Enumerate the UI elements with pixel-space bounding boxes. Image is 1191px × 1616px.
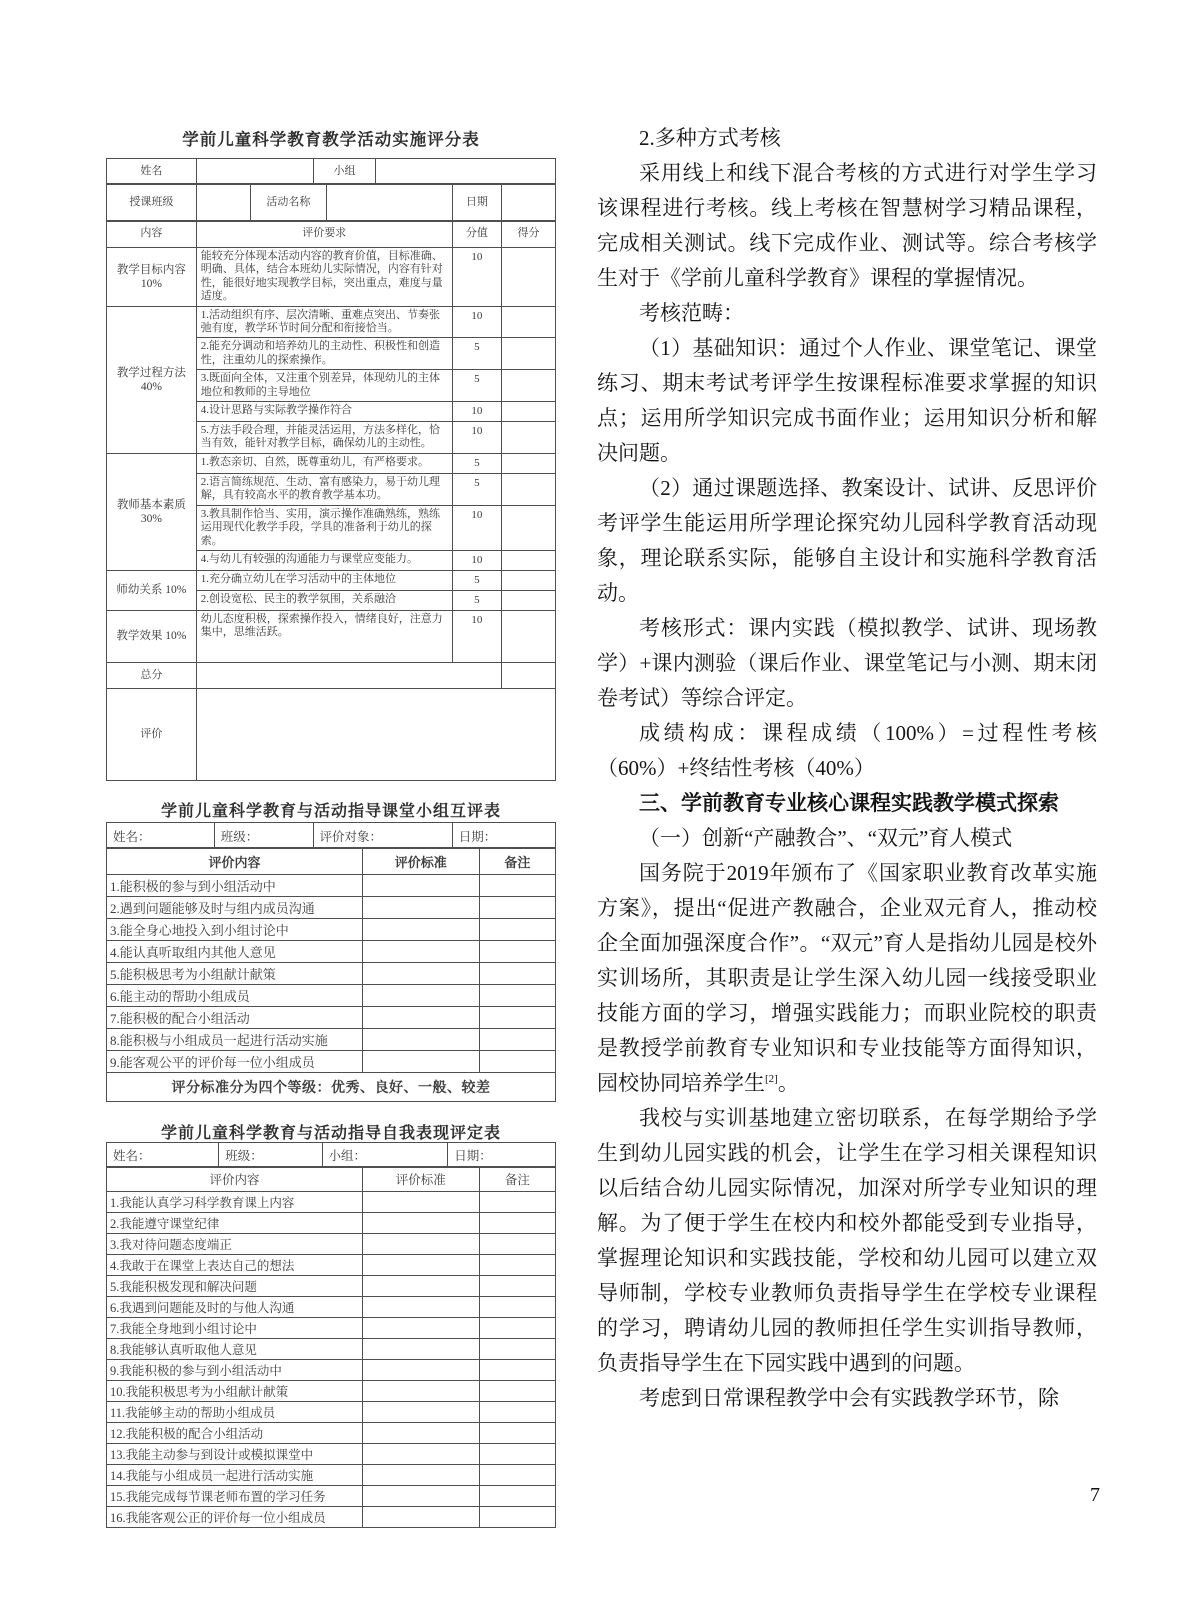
remark-blank-cell — [479, 941, 555, 963]
criterion-text: 1.教态亲切、自然，既尊重幼儿，有严格要求。 — [196, 453, 452, 473]
col-gain: 得分 — [502, 221, 556, 248]
col-score: 分值 — [452, 221, 501, 248]
paragraph: （2）通过课题选择、教案设计、试讲、反思评价考评学生能运用所学理论探究幼儿园科学教育活动现象，理论联系实际，能够自主设计和实施科学教育活动。 — [597, 476, 1097, 605]
standard-blank-cell — [362, 1381, 479, 1402]
activity-label: 活动名称 — [250, 184, 326, 222]
self-row-text: 10.我能积极思考为小组献计献策 — [107, 1381, 363, 1402]
citation-ref: [2] — [765, 1073, 778, 1085]
group-label-goal: 教学目标内容 10% — [107, 248, 197, 307]
col-requirement: 评价要求 — [196, 221, 452, 248]
paragraph: 考核形式：课内实践（模拟教学、试讲、现场教学）+课内测验（课后作业、课堂笔记与小测、期末闭卷考试）等综合评定。 — [597, 616, 1097, 710]
remark-blank-cell — [479, 1507, 555, 1528]
grading-scale-note: 评分标准分为四个等级：优秀、良好、一般、较差 — [107, 1073, 556, 1102]
paragraph: 我校与实训基地建立密切联系，在每学期给予学生到幼儿园实践的机会，让学生在学习相关课程知识以后结合幼儿园实际情况，加深对所学专业知识的理解。为了便于学生在校内和校外都能受到专业指导，掌握理论知识和实践技能，学校和幼儿园可以建立双导师制，学校专业教师负责指导学生在学校专业课程的学习，聘请幼儿园的教师担任学生实训指导教师，负责指导学生在下园实践中遇到的问题。 — [597, 1106, 1097, 1375]
class-blank-cell — [196, 184, 250, 222]
standard-blank-cell — [362, 1051, 479, 1073]
gain-blank-cell — [502, 505, 556, 550]
criterion-score: 5 — [452, 453, 501, 473]
criterion-score: 10 — [452, 248, 501, 307]
group-label: 小组： — [322, 1143, 448, 1168]
peer-row-text: 8.能积极与小组成员一起进行活动实施 — [107, 1029, 363, 1051]
remark-blank-cell — [479, 1029, 555, 1051]
paragraph: （1）基础知识：通过个人作业、课堂笔记、课堂练习、期末考试考评学生按课程标准要求掌握的知识点；运用所学知识完成书面作业；运用知识分析和解决问题。 — [597, 336, 1097, 465]
group-label: 小组 — [313, 159, 376, 185]
score-table-info-row2 — [106, 183, 556, 222]
peer-row-text: 1.能积极的参与到小组活动中 — [107, 875, 363, 897]
remark-blank-cell — [479, 1444, 555, 1465]
page-number: 7 — [1090, 1484, 1100, 1506]
col-content: 评价内容 — [107, 1167, 363, 1192]
criterion-score: 10 — [452, 505, 501, 550]
remark-blank-cell — [479, 1276, 555, 1297]
standard-blank-cell — [362, 1318, 479, 1339]
self-row-text: 2.我能遵守课堂纪律 — [107, 1213, 363, 1234]
remark-blank-cell — [479, 985, 555, 1007]
gain-blank-cell — [502, 550, 556, 570]
paragraph: 考虑到日常课程教学中会有实践教学环节，除 — [639, 1386, 1059, 1410]
remark-blank-cell — [479, 875, 555, 897]
criterion-score: 10 — [452, 422, 501, 454]
remark-blank-cell — [479, 963, 555, 985]
group-blank-cell — [376, 159, 556, 185]
self-row-text: 11.我能够主动的帮助小组成员 — [107, 1402, 363, 1423]
remark-blank-cell — [479, 1255, 555, 1276]
criterion-score: 10 — [452, 402, 501, 422]
target-label: 评价对象： — [313, 823, 452, 849]
peer-row-text: 4.能认真听取组内其他人意见 — [107, 941, 363, 963]
criterion-score: 10 — [452, 610, 501, 662]
criterion-text: 2.创设宽松、民主的教学氛围，关系融洽 — [196, 590, 452, 610]
date-label: 日期： — [448, 1143, 556, 1168]
standard-blank-cell — [362, 1360, 479, 1381]
date-blank-cell — [502, 184, 556, 222]
paragraph: 成绩构成：课程成绩（100%）=过程性考核（60%）+终结性考核（40%） — [597, 721, 1097, 780]
criterion-text: 4.与幼儿有较强的沟通能力与课堂应变能力。 — [196, 550, 452, 570]
self-row-text: 8.我能够认真听取他人意见 — [107, 1339, 363, 1360]
remark-blank-cell — [479, 1051, 555, 1073]
standard-blank-cell — [362, 985, 479, 1007]
remark-blank-cell — [479, 1339, 555, 1360]
table2-title: 学前儿童科学教育与活动指导课堂小组互评表 — [160, 803, 501, 820]
name-label: 姓名 — [107, 159, 197, 185]
standard-blank-cell — [362, 1213, 479, 1234]
self-row-text: 1.我能认真学习科学教育课上内容 — [107, 1192, 363, 1213]
standard-blank-cell — [362, 1423, 479, 1444]
standard-blank-cell — [362, 1029, 479, 1051]
gain-blank-cell — [502, 473, 556, 505]
peer-row-text: 9.能客观公平的评价每一位小组成员 — [107, 1051, 363, 1073]
class-label: 授课班级 — [107, 184, 197, 222]
gain-blank-cell — [502, 338, 556, 370]
name-label: 姓名： — [107, 1143, 219, 1168]
col-remark: 备注 — [479, 1167, 555, 1192]
paragraph-with-citation — [597, 856, 1097, 1101]
remark-blank-cell — [479, 1318, 555, 1339]
remark-blank-cell — [479, 1234, 555, 1255]
self-row-text: 3.我对待问题态度端正 — [107, 1234, 363, 1255]
standard-blank-cell — [362, 1007, 479, 1029]
standard-blank-cell — [362, 1402, 479, 1423]
paragraph: 考核范畴： — [639, 301, 744, 325]
self-table-info-row — [106, 1142, 556, 1168]
self-row-text: 16.我能客观公正的评价每一位小组成员 — [107, 1507, 363, 1528]
criterion-text: 2.语言简练规范、生动、富有感染力，易于幼儿理解，具有较高水平的教育教学基本功。 — [196, 473, 452, 505]
self-row-text: 13.我能主动参与到设计或模拟课堂中 — [107, 1444, 363, 1465]
paragraph-text: 。 — [777, 1071, 799, 1095]
peer-table-main — [106, 847, 556, 1102]
remark-blank-cell — [479, 1465, 555, 1486]
criterion-score: 5 — [452, 590, 501, 610]
gain-blank-cell — [502, 402, 556, 422]
peer-row-text: 5.能积极思考为小组献计献策 — [107, 963, 363, 985]
criterion-text: 4.设计思路与实际教学操作符合 — [196, 402, 452, 422]
standard-blank-cell — [362, 1339, 479, 1360]
self-row-text: 12.我能积极的配合小组活动 — [107, 1423, 363, 1444]
remark-blank-cell — [479, 919, 555, 941]
criterion-score: 5 — [452, 473, 501, 505]
gain-blank-cell — [502, 453, 556, 473]
criterion-text: 1.充分确立幼儿在学习活动中的主体地位 — [196, 570, 452, 590]
criterion-score: 5 — [452, 338, 501, 370]
criterion-text: 能较充分体现本活动内容的教育价值，目标准确、明确、具体，结合本班幼儿实际情况，内容有针对性，能很好地实现教学目标，突出重点，难度与量适度。 — [196, 248, 452, 307]
remark-blank-cell — [479, 1192, 555, 1213]
criterion-score: 10 — [452, 550, 501, 570]
gain-blank-cell — [502, 370, 556, 402]
standard-blank-cell — [362, 875, 479, 897]
standard-blank-cell — [362, 1192, 479, 1213]
col-remark: 备注 — [479, 848, 555, 875]
standard-blank-cell — [362, 1486, 479, 1507]
criterion-text: 3.既面向全体，又注重个别差异，体现幼儿的主体地位和教师的主导地位 — [196, 370, 452, 402]
col-content: 内容 — [107, 221, 197, 248]
criterion-text: 幼儿态度积极，探索操作投入，情绪良好，注意力集中，思维活跃。 — [196, 610, 452, 662]
standard-blank-cell — [362, 1255, 479, 1276]
remark-blank-cell — [479, 1486, 555, 1507]
activity-blank-cell — [327, 184, 453, 222]
remark-blank-cell — [479, 1402, 555, 1423]
subsection-heading: （一）创新“产融教合”、“双元”育人模式 — [639, 826, 1013, 850]
self-row-text: 4.我敢于在课堂上表达自己的想法 — [107, 1255, 363, 1276]
gain-blank-cell — [502, 306, 556, 338]
criterion-text: 2.能充分调动和培养幼儿的主动性、积极性和创造性，注重幼儿的探索操作。 — [196, 338, 452, 370]
standard-blank-cell — [362, 1276, 479, 1297]
standard-blank-cell — [362, 1234, 479, 1255]
paragraph: 采用线上和线下混合考核的方式进行对学生学习该课程进行考核。线上考核在智慧树学习精品课程，完成相关测试。线下完成作业、测试等。综合考核学生对于《学前儿童科学教育》课程的掌握情况。 — [597, 161, 1097, 290]
self-table-main — [106, 1166, 556, 1528]
col-standard: 评价标准 — [362, 848, 479, 875]
standard-blank-cell — [362, 919, 479, 941]
standard-blank-cell — [362, 1507, 479, 1528]
evaluation-label: 评价 — [107, 688, 197, 780]
self-row-text: 15.我能完成每节课老师布置的学习任务 — [107, 1486, 363, 1507]
date-label: 日期 — [452, 184, 501, 222]
criterion-text: 5.方法手段合理，并能灵活运用，方法多样化，恰当有效，能针对教学目标，确保幼儿的主动性。 — [196, 422, 452, 454]
name-blank-cell — [196, 159, 313, 185]
standard-blank-cell — [362, 897, 479, 919]
remark-blank-cell — [479, 1007, 555, 1029]
gain-blank-cell — [502, 570, 556, 590]
gain-blank-cell — [502, 422, 556, 454]
gain-blank-cell — [502, 248, 556, 307]
self-row-text: 14.我能与小组成员一起进行活动实施 — [107, 1465, 363, 1486]
criterion-text: 3.教具制作恰当、实用，演示操作准确熟练，熟练运用现代化教学手段，学具的准备利于幼儿的探索。 — [196, 505, 452, 550]
remark-blank-cell — [479, 897, 555, 919]
total-label: 总分 — [107, 662, 197, 688]
group-label-effect: 教学效果 10% — [107, 610, 197, 662]
peer-table-info-row — [106, 822, 556, 849]
class-label: 班级： — [214, 823, 313, 849]
gain-blank-cell — [502, 590, 556, 610]
self-row-text: 5.我能积极发现和解决问题 — [107, 1276, 363, 1297]
remark-blank-cell — [479, 1381, 555, 1402]
remark-blank-cell — [479, 1213, 555, 1234]
standard-blank-cell — [362, 941, 479, 963]
peer-row-text: 7.能积极的配合小组活动 — [107, 1007, 363, 1029]
group-label-quality: 教师基本素质 30% — [107, 453, 197, 570]
standard-blank-cell — [362, 1444, 479, 1465]
evaluation-blank-cell — [196, 688, 555, 780]
criterion-text: 1.活动组织有序、层次清晰、重难点突出、节奏张弛有度，教学环节时间分配和衔接恰当。 — [196, 306, 452, 338]
standard-blank-cell — [362, 1297, 479, 1318]
table1-title: 学前儿童科学教育教学活动实施评分表 — [182, 130, 480, 149]
group-label-relation: 师幼关系 10% — [107, 570, 197, 610]
col-standard: 评价标准 — [362, 1167, 479, 1192]
date-label: 日期： — [452, 823, 555, 849]
score-table-main — [106, 220, 556, 781]
paragraph-text: 国务院于2019年颁布了《国家职业教育改革实施方案》，提出“促进产教融合，企业双元育人，推动校企全面加强深度合作”。“双元”育人是指幼儿园是校外实训场所，其职责是让学生深入幼儿园一线接受职业技能方面的学习，增强实践能力；而职业院校的职责是教授学前教育专业知识和专业技能等方面得知识，园校协同培养学生 — [597, 861, 1097, 1095]
standard-blank-cell — [362, 1465, 479, 1486]
gain-blank-cell — [502, 610, 556, 662]
score-table-info-row1 — [106, 158, 556, 185]
criterion-score: 5 — [452, 370, 501, 402]
remark-blank-cell — [479, 1423, 555, 1444]
remark-blank-cell — [479, 1360, 555, 1381]
section-heading: 三、学前教育专业核心课程实践教学模式探索 — [639, 792, 1059, 815]
remark-blank-cell — [479, 1297, 555, 1318]
right-column — [597, 121, 1097, 1416]
criterion-score: 5 — [452, 570, 501, 590]
self-row-text: 7.我能全身地到小组讨论中 — [107, 1318, 363, 1339]
total-blank-cell — [196, 662, 501, 688]
paragraph: 2.多种方式考核 — [639, 126, 781, 150]
total-gain-blank-cell — [502, 662, 556, 688]
table3-title: 学前儿童科学教育与活动指导自我表现评定表 — [160, 1125, 501, 1142]
criterion-score: 10 — [452, 306, 501, 338]
self-row-text: 9.我能积极的参与到小组活动中 — [107, 1360, 363, 1381]
self-row-text: 6.我遇到问题能及时的与他人沟通 — [107, 1297, 363, 1318]
class-label: 班级： — [219, 1143, 322, 1168]
peer-row-text: 3.能全身心地投入到小组讨论中 — [107, 919, 363, 941]
group-label-process: 教学过程方法 40% — [107, 306, 197, 453]
peer-row-text: 2.遇到问题能够及时与组内成员沟通 — [107, 897, 363, 919]
peer-row-text: 6.能主动的帮助小组成员 — [107, 985, 363, 1007]
name-label: 姓名： — [107, 823, 215, 849]
col-content: 评价内容 — [107, 848, 363, 875]
standard-blank-cell — [362, 963, 479, 985]
